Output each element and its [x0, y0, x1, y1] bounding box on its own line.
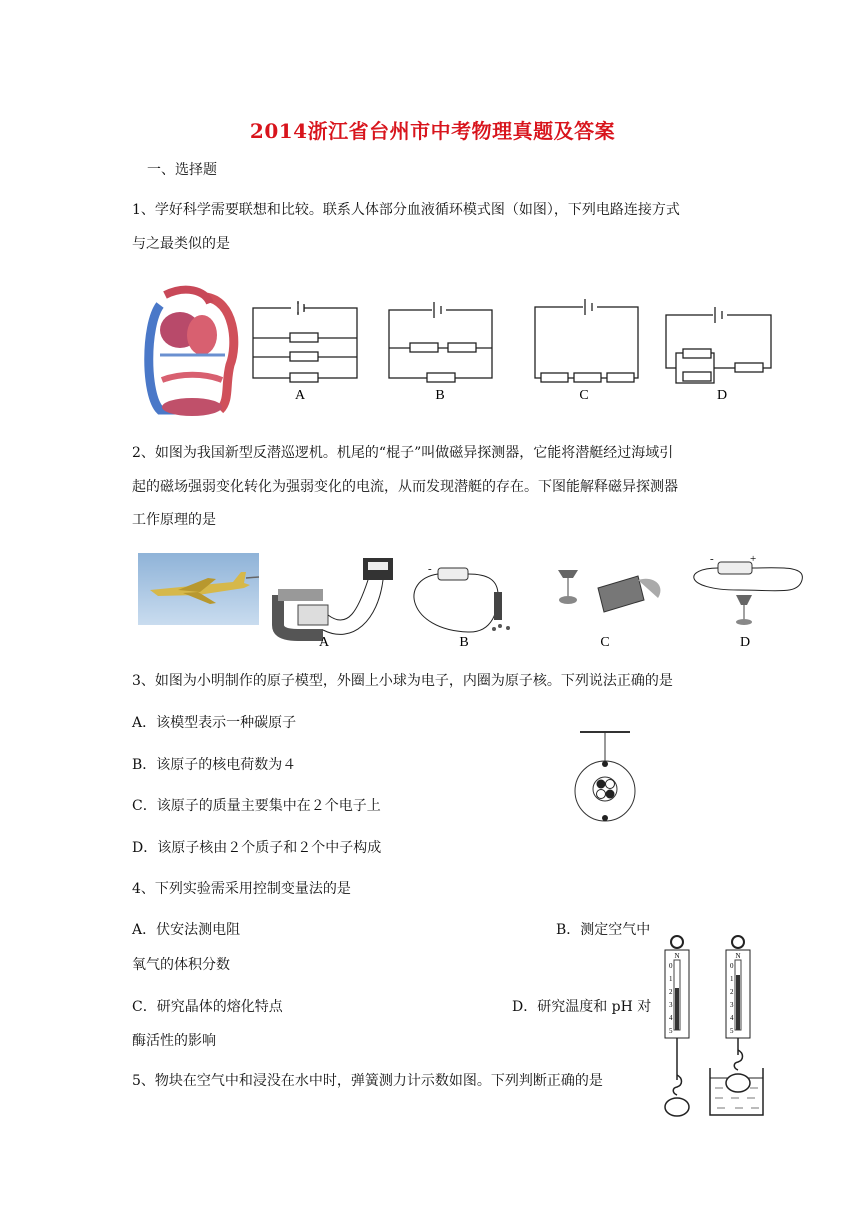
circuit-c: [535, 299, 638, 382]
q1-label-b: B: [435, 388, 445, 403]
q4-option-a: A．伏安法测电阻: [132, 922, 241, 938]
circuit-a: [253, 301, 357, 382]
q3-option-b: B．该原子的核电荷数为４: [132, 757, 297, 773]
q4-stem: 4、下列实验需采用控制变量法的是: [132, 881, 351, 897]
scale-2-mark-4: 4: [730, 1014, 734, 1022]
q4-option-d-continued: 酶活性的影响: [132, 1033, 216, 1049]
atom-model-figure: [565, 722, 645, 822]
scale-2-mark-2: 2: [730, 988, 734, 996]
spring-scale-figure: [655, 930, 765, 1120]
page-title: 2014浙江省台州市中考物理真题及答案: [249, 119, 616, 143]
q2-label-c: C: [600, 635, 610, 650]
q4-option-b-continued: 氧气的体积分数: [132, 957, 230, 973]
scale-1-mark-1: 1: [669, 975, 673, 983]
scale-1-mark-5: 5: [669, 1027, 673, 1035]
electromagnet-experiment-b: [414, 563, 510, 632]
q2-battery-plus-d: +: [750, 553, 757, 565]
scale-2-mark-3: 3: [730, 1001, 734, 1009]
q2-label-d: D: [739, 635, 751, 650]
q1-label-d: D: [716, 388, 728, 403]
scale-2-mark-0: 0: [730, 962, 734, 970]
q3-stem: 3、如图为小明制作的原子模型，外圈上小球为电子，内圈为原子核。下列说法正确的是: [132, 673, 673, 689]
q4-option-b: B．测定空气中: [556, 922, 651, 938]
q3-option-c: C．该原子的质量主要集中在２个电子上: [132, 798, 381, 814]
q2-battery-minus-d: -: [710, 553, 714, 565]
magnet-compass-experiment-c: [558, 570, 660, 612]
generator-experiment-a: [278, 558, 393, 635]
q2-figure: [138, 550, 818, 655]
q4-option-c: C．研究晶体的熔化特点: [132, 999, 283, 1015]
q1-label-c: C: [579, 388, 589, 403]
spring-scale-in-water: [710, 936, 763, 1115]
patrol-aircraft-photo: [138, 553, 259, 625]
scale-1-mark-0: 0: [669, 962, 673, 970]
q3-option-d: D．该原子核由２个质子和２个中子构成: [132, 840, 382, 856]
q2-label-b: B: [459, 635, 469, 650]
q4-option-d: D．研究温度和 pH 对: [512, 999, 652, 1015]
scale-1-mark-3: 3: [669, 1001, 673, 1009]
scale-1-unit: N: [674, 952, 680, 960]
q2-line-1: 2、如图为我国新型反潜巡逻机。机尾的“棍子”叫做磁异探测器，它能将潜艇经过海域引: [132, 445, 674, 461]
q1-line-2: 与之最类似的是: [132, 236, 230, 252]
q5-stem: 5、物块在空气中和浸没在水中时，弹簧测力计示数如图。下列判断正确的是: [132, 1073, 603, 1089]
q2-line-2: 起的磁场强弱变化转化为强弱变化的电流，从而发现潜艇的存在。下图能解释磁异探测器: [132, 479, 678, 495]
circulation-diagram: [149, 290, 234, 416]
oersted-experiment-d: [694, 553, 803, 625]
circuit-b: [389, 302, 492, 382]
scale-1-mark-4: 4: [669, 1014, 673, 1022]
scale-2-unit: N: [735, 952, 741, 960]
scale-1-mark-2: 2: [669, 988, 673, 996]
q3-option-a: A．该模型表示一种碳原子: [132, 715, 297, 731]
q2-label-a: A: [318, 635, 330, 650]
q2-battery-minus-b: -: [428, 563, 432, 575]
q2-line-3: 工作原理的是: [132, 512, 216, 528]
q1-figure: [140, 285, 790, 420]
scale-2-mark-1: 1: [730, 975, 734, 983]
q1-line-1: 1、学好科学需要联想和比较。联系人体部分血液循环模式图（如图），下列电路连接方式: [132, 202, 680, 218]
spring-scale-in-air: [665, 936, 689, 1116]
scale-2-mark-5: 5: [730, 1027, 734, 1035]
q1-label-a: A: [294, 388, 306, 403]
section-heading: 一、选择题: [147, 162, 217, 178]
circuit-d: [666, 307, 771, 383]
